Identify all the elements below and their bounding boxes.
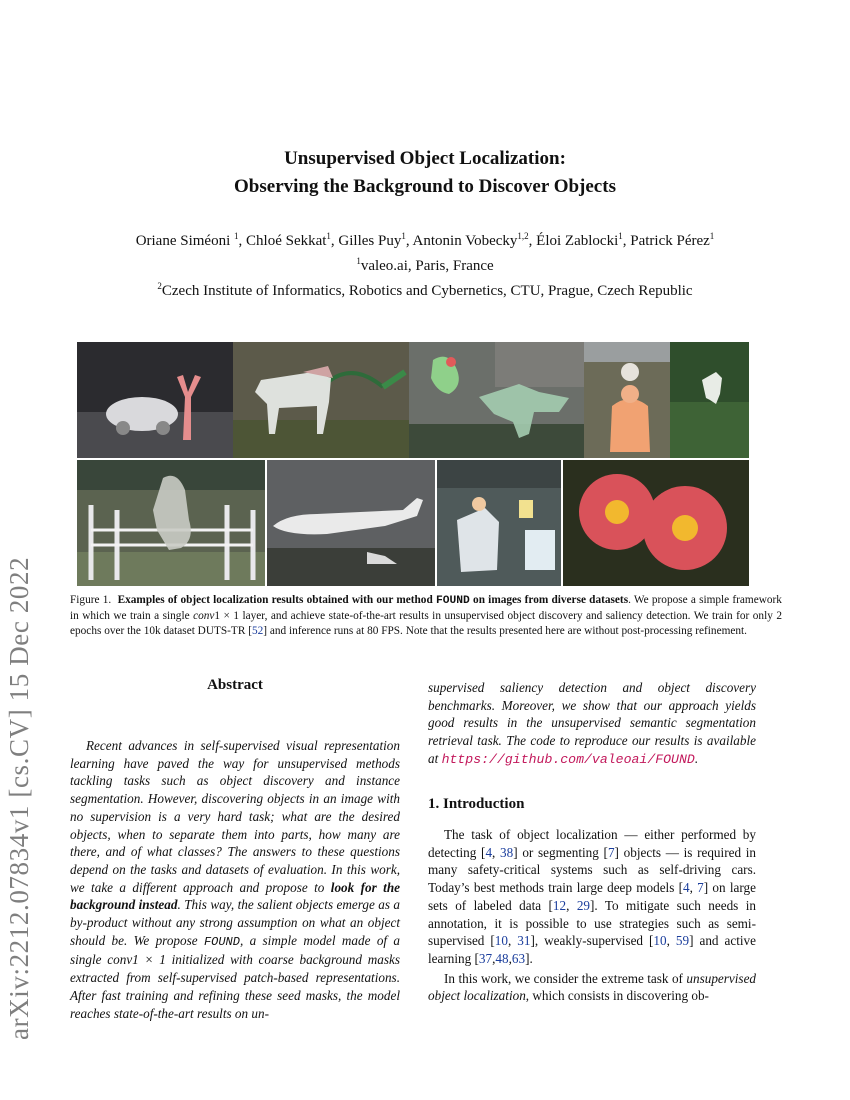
citation-link[interactable]: 10 [653, 933, 667, 949]
figure-panel-horse [233, 342, 409, 458]
figure-panel-dog [670, 342, 749, 458]
intro-text: ]. To mitigate such needs in annotation, it is possible to use strategies such as semi-supervised [ [428, 897, 756, 949]
author-name: Antonin Vobecky [412, 233, 518, 249]
intro-text: ]. [525, 950, 533, 966]
author-name: Gilles Puy [338, 233, 402, 249]
intro-text: The task of object localization — either performed by detecting [ [428, 827, 756, 860]
author-affiliation-mark: 1 [709, 231, 715, 241]
abstract-text [70, 737, 400, 1022]
author-name: Chloé Sekkat [246, 233, 327, 249]
citation-link[interactable]: 52 [251, 625, 264, 637]
author-affiliation-mark: 1,2 [517, 231, 529, 241]
intro-text: ] or segmenting [ [513, 844, 608, 860]
author-affiliation-mark: 1 [326, 231, 331, 241]
figure-panel-car [77, 342, 233, 458]
code-repository-link[interactable]: https://github.com/valeoai/FOUND [441, 751, 695, 767]
citation-link[interactable]: 48 [495, 950, 509, 966]
citation-link[interactable]: 29 [576, 897, 591, 913]
citation-link[interactable]: 4 [683, 880, 690, 896]
citation-link[interactable]: 7 [607, 844, 615, 860]
citation-link[interactable]: 12 [552, 897, 567, 913]
affiliation-text: valeo.ai, Paris, France [360, 258, 494, 274]
citation-link[interactable]: 31 [517, 933, 531, 949]
author-name: Patrick Pérez [630, 233, 710, 249]
figure-panel-birds [409, 342, 584, 458]
figure-panel-show-jumping [77, 460, 265, 586]
abstract-text-segment: . This way, the salient objects emerge as a by-product without any strong assumption on what an object should be. We propose [70, 897, 400, 948]
affiliation-mark: 1 [356, 256, 361, 266]
intro-text: In this work, we consider the extreme task of [444, 970, 683, 986]
intro-text: ] and active learning [ [428, 933, 756, 966]
author-affiliation-mark: 1 [618, 231, 623, 241]
affiliation-2 [0, 276, 850, 301]
intro-emphasis: unsupervised object localization [428, 970, 757, 1004]
figure-caption [70, 593, 782, 639]
intro-text: , which consists in discovering ob- [525, 988, 709, 1004]
abstract-text-segment: Recent advances in self-supervised visual representation learning have paved the way for unsupervised methods tackling tasks such as object discovery and instance segmentation. However, discovering objects in an image with no supervision is a very hard task; what are the desired objects, when to separate them into parts, how many are there, and of what classes? The answers to these questions depend on the tasks and datasets of evaluation. In this work, we take a different approach and propose to [70, 738, 400, 895]
caption-math: conv [193, 610, 215, 622]
caption-label: Figure 1. [70, 594, 112, 606]
abstract-text-segment: initialized with coarse background masks extracted from self-supervised patch-based representations. After fast training and refining these seed masks, the model reaches state-of-the-art results on un- [70, 952, 400, 1021]
introduction-heading: 1. Introduction [428, 796, 525, 812]
affiliation-text: Czech Institute of Informatics, Robotics and Cybernetics, CTU, Prague, Czech Republic [161, 283, 693, 299]
figure-panel-flowers [563, 460, 749, 586]
affiliation-mark: 2 [157, 281, 162, 291]
author-affiliation-mark: 1 [234, 231, 239, 241]
paper-title [0, 145, 850, 201]
title-line-1: Unsupervised Object Localization: [284, 148, 566, 169]
intro-text: ], weakly-supervised [ [530, 933, 654, 949]
citation-link[interactable]: 63 [511, 950, 526, 966]
citation-link[interactable]: 37 [478, 950, 493, 966]
abstract-continuation [428, 679, 756, 769]
caption-text: layer, and achieve state-of-the-art results in unsupervised object discovery and saliency detection. We train for only 2 epochs over the 10k dataset DUTS-TR [ [70, 610, 782, 637]
introduction-text: The task of object localization — either performed by detecting [4, 38] or segmenting [7] objects — is required in many safety-critical systems such as self-driving cars. Today’s best methods train large deep models [4, 7] on large sets of labeled data [12, 29]. To mitigate such needs in annotation, it is possible to use strategies such as semi-supervised [10, 31], weakly-supervised [10, 59] and active learning [37,48,63]. In this work, we consider the extreme task of unsupervised object localization, which consists in discovering ob- [428, 827, 757, 1004]
caption-method-name: FOUND [435, 595, 470, 607]
author-name: Éloi Zablocki [536, 233, 619, 249]
caption-text: ] and inference runs at 80 FPS. Note that the results presented here are without post-processing refinement. [263, 625, 748, 637]
title-line-2: Observing the Background to Discover Objects [234, 176, 616, 197]
figure-1-image-grid [77, 342, 749, 586]
caption-math: 1 × 1 [214, 610, 240, 622]
abstract-heading: Abstract [207, 677, 263, 693]
citation-link[interactable]: 38 [500, 844, 514, 860]
author-list: Oriane Siméoni $^1$, Chloé Sekkat$^1$, Gilles Puy$^1$, Antonin Vobecky$^{1,2}$, Éloi Zablocki$^1$, Patrick Pérez$^1$ [135, 231, 715, 249]
abstract-emphasis: look for the background instead [70, 879, 401, 913]
punctuation: . [694, 750, 699, 766]
intro-text: ] objects — is required in many safety-critical systems such as self-driving cars. Today’s best methods train large deep models [ [428, 844, 756, 896]
citation-link[interactable]: 7 [697, 880, 704, 896]
author-name: Oriane Siméoni [135, 233, 231, 249]
caption-text: . We propose a simple framework in which we train a single [70, 594, 782, 622]
caption-bold-text: Examples of object localization results obtained with our method [117, 594, 433, 606]
arxiv-identifier: arXiv:2212.07834v1 [cs.CV] 15 Dec 2022 [4, 556, 34, 1040]
method-name: FOUND [203, 934, 240, 949]
citation-link[interactable]: 10 [494, 933, 508, 949]
figure-panel-market [437, 460, 561, 586]
figure-panel-airplane [267, 460, 435, 586]
citation-link[interactable]: 4 [485, 844, 493, 860]
affiliation-1 [0, 251, 850, 276]
abstract-text-segment: , a simple model made of a single [70, 932, 401, 968]
intro-text: ] on large sets of labeled data [ [428, 880, 756, 913]
abstract-text-segment: supervised saliency detection and object discovery benchmarks. Moreover, we show that our approach yields good results in the unsupervised semantic segmentation retrieval task. The code to reproduce our results is available at [428, 680, 756, 766]
citation-link[interactable]: 59 [675, 933, 690, 949]
author-affiliation-mark: 1 [401, 231, 406, 241]
author-block [0, 226, 850, 301]
caption-bold-text: on images from diverse datasets [473, 594, 629, 606]
figure-panel-person [584, 342, 670, 458]
abstract-math: conv1 × 1 [107, 952, 166, 968]
